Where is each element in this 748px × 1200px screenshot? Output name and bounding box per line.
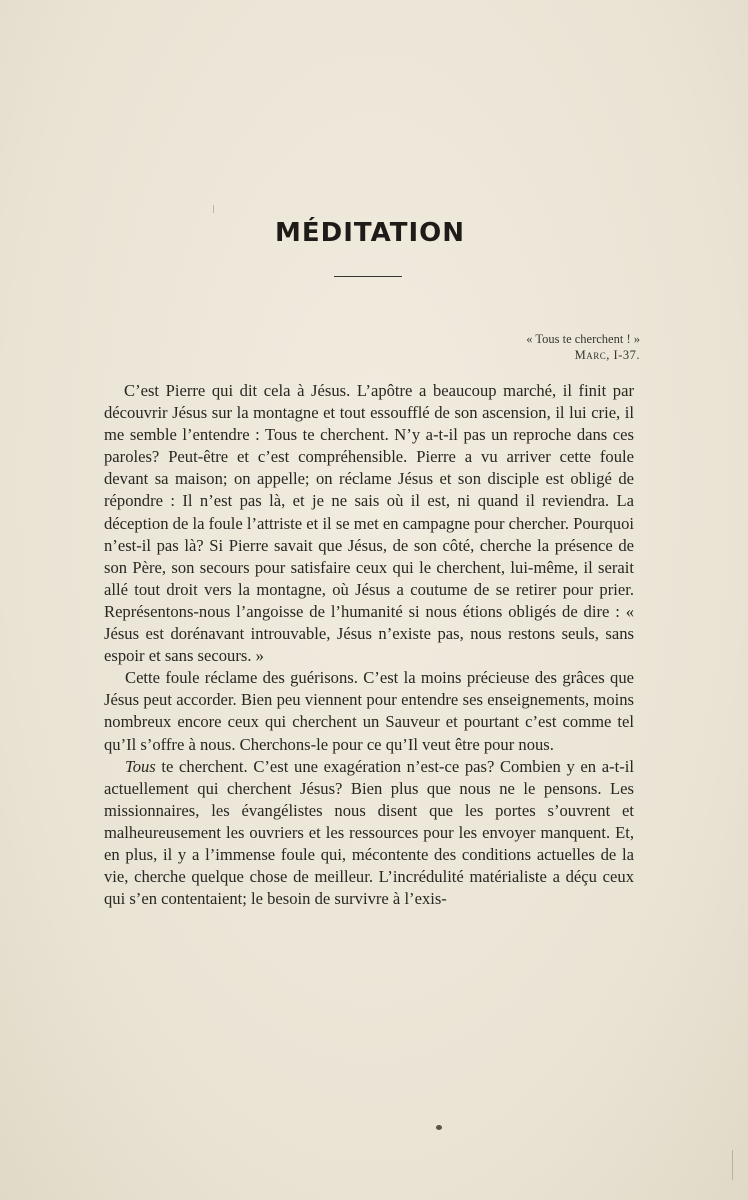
- page-title: MÉDITATION: [275, 218, 465, 248]
- title-rule: [334, 276, 402, 277]
- paper-mark: [213, 205, 214, 213]
- paragraph-3-text: te cherchent. C’est une exagération n’est-ce pas? Combien y en a-t-il actuellement qui cherchent Jésus? Bien plus que nous ne le pensons. Les missionnaires, les évangélistes nous disent que les portes s’ouvrent et malheureusement les ouvriers et les ressources pour les envoyer manquent. Et, en plus, il y a l’immense foule qui, mécontente des conditions actuelles de la vie, cherche quelque chose de meilleur. L’incrédulité matérialiste a déçu ceux qui s’en contentaient; le besoin de survivre à l’exis-: [104, 756, 634, 909]
- paragraph-2: Cette foule réclame des guérisons. C’est la moins précieuse des grâces que Jésus peut accorder. Bien peu viennent pour entendre ses enseignements, moins nombreux encore ceux qui cherchent un Sauveur et pourtant c’est comme tel qu’Il s’offre à nous. Cherchons-le pour ce qu’Il veut être pour nous.: [104, 668, 634, 754]
- paragraph-3-italic: Tous: [125, 756, 156, 776]
- paragraph-3: [104, 756, 634, 911]
- epigraph: [420, 331, 640, 363]
- paragraph-1: C’est Pierre qui dit cela à Jésus. L’apôtre a beaucoup marché, il finit par découvrir Jésus sur la montagne et tout essoufflé de son ascension, il lui crie, il me semble l’entendre : Tous te cherchent. N’y a-t-il pas un reproche dans ces paroles? Peut-être et c’est compréhensible. Pierre a vu arriver cette foule devant sa maison; on appelle; on réclame Jésus et son disciple est obligé de répondre : Il n’est pas là, et je ne sais où il est, ni quand il reviendra. La déception de la foule l’attriste et il se met en campagne pour chercher. Pourquoi n’est-il pas là? Si Pierre savait que Jésus, de son côté, cherche la présence de son Père, son secours pour satisfaire ceux qui le cherchent, lui-même, il serait allé tout droit vers la montagne, où Jésus a coutume de se retirer pour prier. Représentons-nous l’angoisse de l’humanité si nous étions obligés de dire : « Jésus est dorénavant introuvable, Jésus n’existe pas, nous restons seuls, sans espoir et sans secours. »: [104, 381, 634, 666]
- paper-mark: [732, 1150, 733, 1180]
- body-text: [104, 380, 634, 910]
- epigraph-reference: Marc, I-37.: [574, 348, 640, 362]
- epigraph-quote: « Tous te cherchent ! »: [526, 332, 640, 346]
- ink-speck: [436, 1125, 442, 1130]
